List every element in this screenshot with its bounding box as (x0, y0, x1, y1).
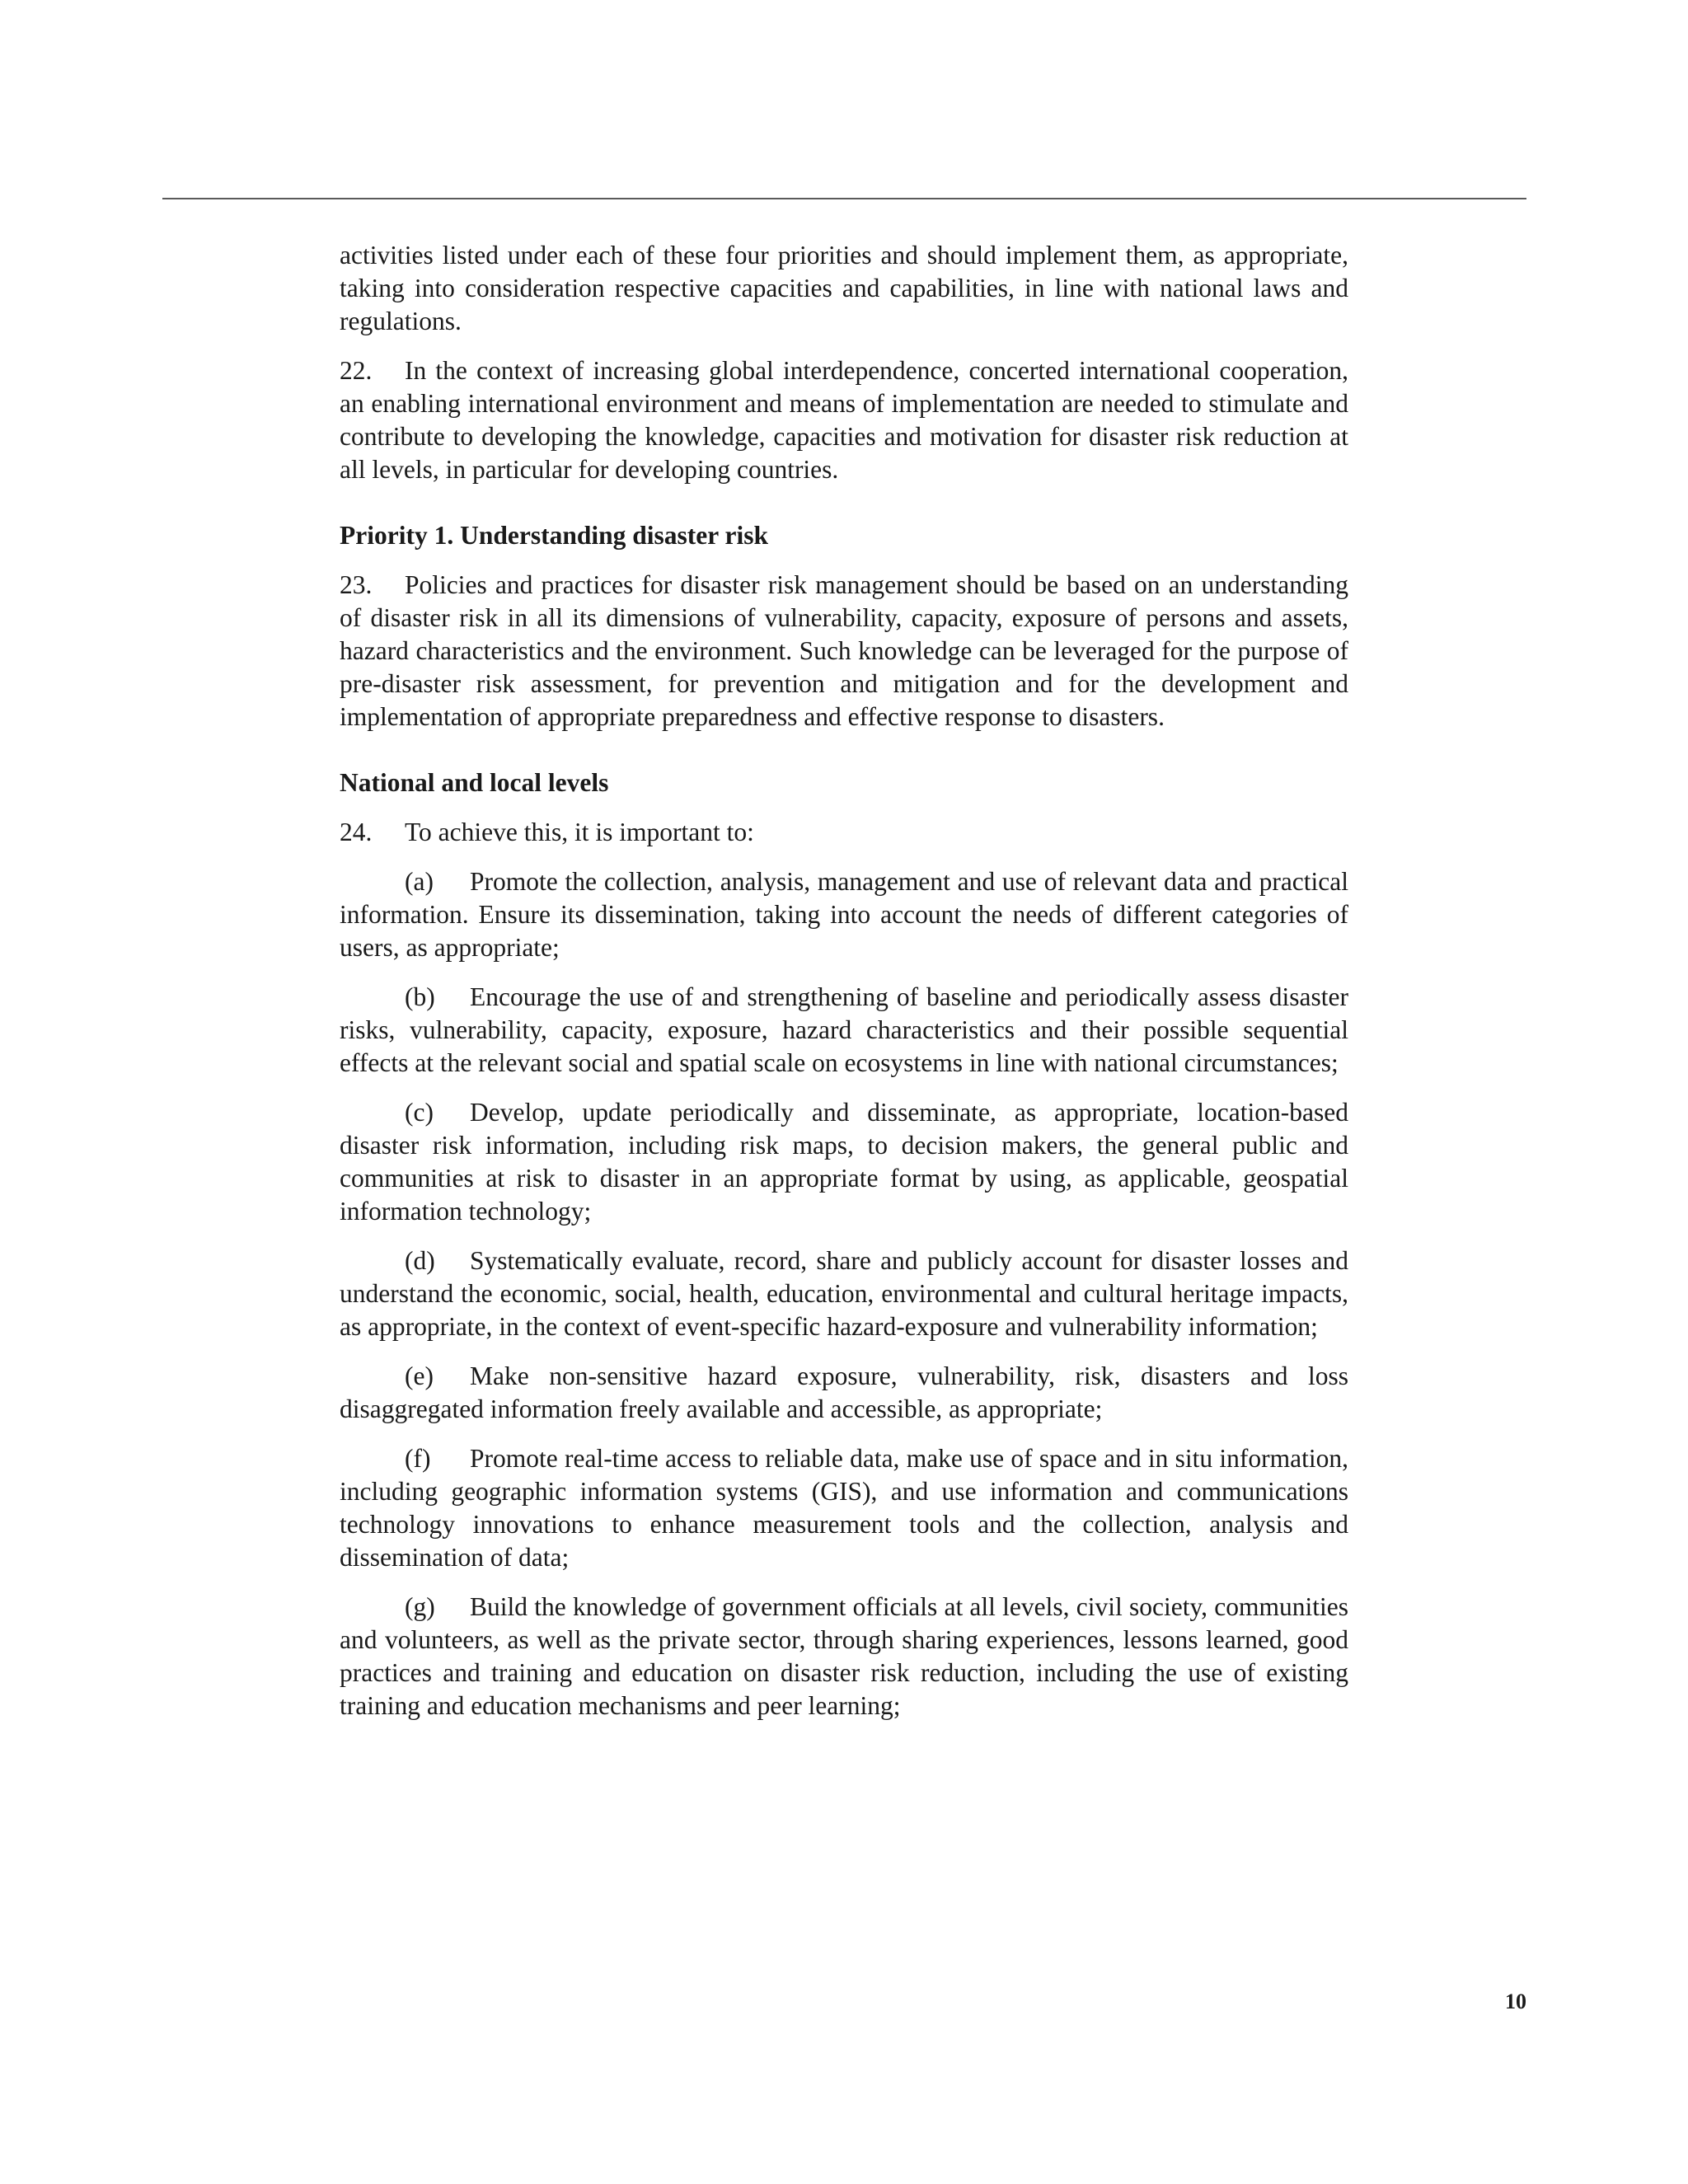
item-label: (b) (405, 982, 435, 1011)
list-item-a (340, 865, 1348, 964)
paragraph-24 (340, 816, 1348, 849)
list-item-e (340, 1360, 1348, 1426)
item-label: (g) (405, 1592, 435, 1621)
paragraph-number: 23. (340, 570, 373, 599)
paragraph-text: To achieve this, it is important to: (405, 818, 754, 846)
list-item-b (340, 981, 1348, 1080)
item-label: (e) (405, 1361, 434, 1390)
list-item-g (340, 1591, 1348, 1722)
page-number: 10 (1505, 1990, 1526, 2013)
document-body (340, 239, 1348, 1739)
item-label: (a) (405, 867, 434, 896)
item-text: Promote real-time access to reliable data, make use of space and in situ information, including geographic information systems (GIS), and use information and communications technology innovations to enhance measurement tools and the collection, analysis and dissemination of data; (340, 1444, 1348, 1572)
section-heading-national-local: National and local levels (340, 768, 609, 797)
item-label: (d) (405, 1246, 435, 1275)
item-label: (c) (405, 1098, 434, 1127)
item-label: (f) (405, 1444, 431, 1473)
paragraph-number: 22. (340, 356, 373, 385)
paragraph-text: In the context of increasing global interdependence, concerted international cooperation, an enabling international environment and means of implementation are needed to stimulate and contribute to developing the knowledge, capacities and motivation for disaster risk reduction at all levels, in particular for developing countries. (340, 356, 1348, 484)
paragraph-22 (340, 354, 1348, 486)
item-text: Encourage the use of and strengthening of baseline and periodically assess disaster risks, vulnerability, capacity, exposure, hazard characteristics and their possible sequential effects at the relevant social and spatial scale on ecosystems in line with national circumstances; (340, 982, 1348, 1077)
item-text: Systematically evaluate, record, share and publicly account for disaster losses and understand the economic, social, health, education, environmental and cultural heritage impacts, as appropriate, in the context of event-specific hazard-exposure and vulnerability information; (340, 1246, 1348, 1341)
section-heading-priority-1: Priority 1. Understanding disaster risk (340, 521, 769, 550)
item-text: Make non-sensitive hazard exposure, vulnerability, risk, disasters and loss disaggregated information freely available and accessible, as appropriate; (340, 1361, 1348, 1423)
header-rule (162, 198, 1526, 199)
item-text: Build the knowledge of government officials at all levels, civil society, communities and volunteers, as well as the private sector, through sharing experiences, lessons learned, good practices and training and education on disaster risk reduction, including the use of existing training and education mechanisms and peer learning; (340, 1592, 1348, 1720)
item-text: Promote the collection, analysis, management and use of relevant data and practical information. Ensure its dissemination, taking into account the needs of different categories of users, as appropriate; (340, 867, 1348, 962)
list-item-d (340, 1244, 1348, 1343)
list-item-f (340, 1442, 1348, 1574)
continuation-paragraph: activities listed under each of these four priorities and should implement them, as appropriate, taking into consideration respective capacities and capabilities, in line with national laws and regulations. (340, 241, 1348, 335)
paragraph-23 (340, 569, 1348, 733)
paragraph-number: 24. (340, 818, 373, 846)
paragraph-text: Policies and practices for disaster risk management should be based on an understanding of disaster risk in all its dimensions of vulnerability, capacity, exposure of persons and assets, hazard characteristics and the environment. Such knowledge can be leveraged for the purpose of pre-disaster risk assessment, for prevention and mitigation and for the development and implementation of appropriate preparedness and effective response to disasters. (340, 570, 1348, 731)
item-text: Develop, update periodically and disseminate, as appropriate, location-based disaster risk information, including risk maps, to decision makers, the general public and communities at risk to disaster in an appropriate format by using, as applicable, geospatial information technology; (340, 1098, 1348, 1226)
list-item-c (340, 1096, 1348, 1228)
